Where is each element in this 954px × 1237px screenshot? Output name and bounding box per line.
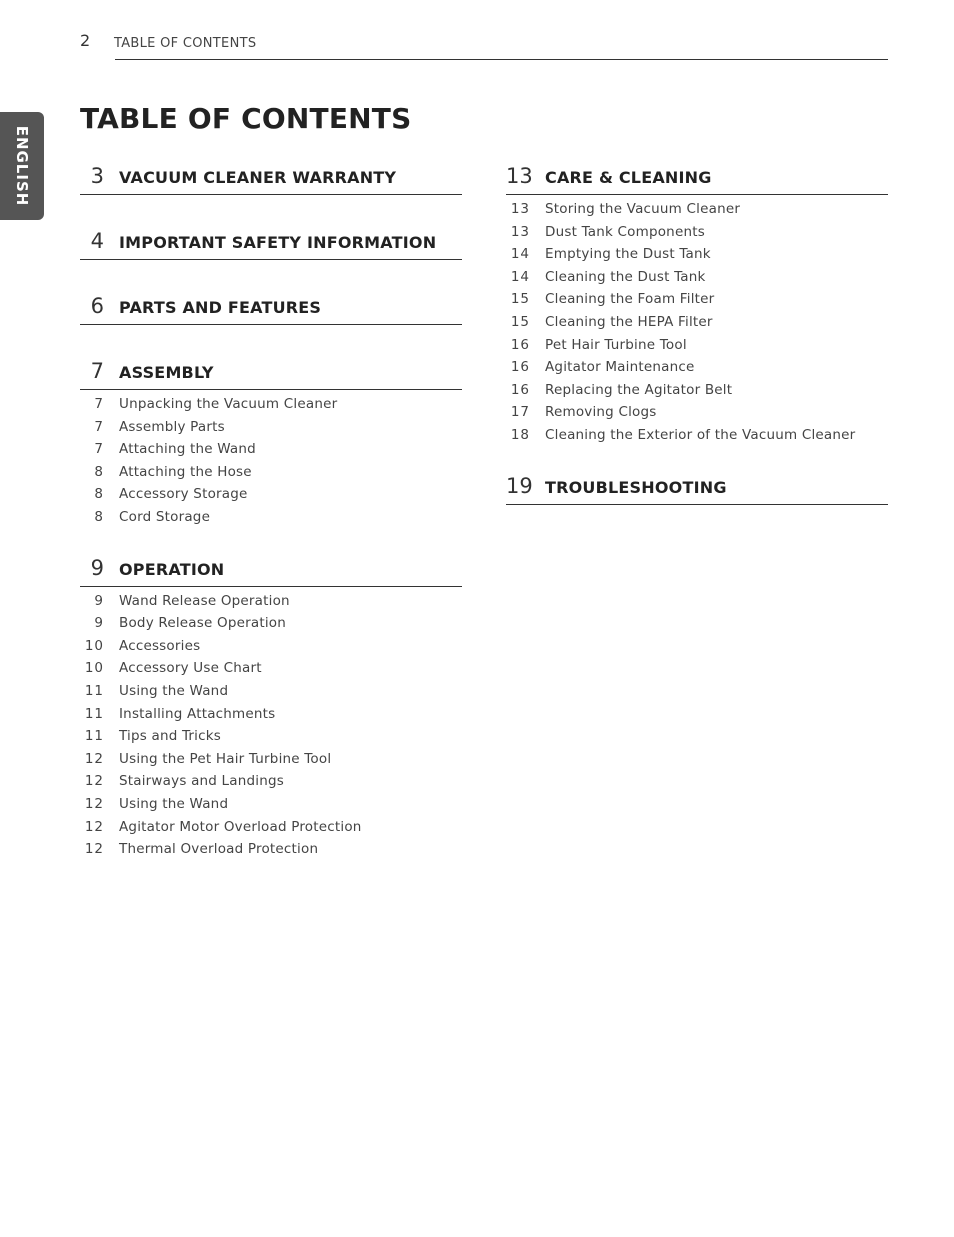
toc-item-list	[80, 587, 462, 864]
toc-entry-page: 11	[84, 682, 104, 699]
toc-entry-page: 16	[510, 359, 530, 376]
toc-entry-page: 10	[84, 637, 104, 654]
toc-entry-page: 11	[84, 705, 104, 722]
toc-entry-page: 16	[510, 336, 530, 353]
toc-section-title: CARE & CLEANING	[545, 168, 712, 187]
toc-entry-label: Assembly Parts	[119, 418, 225, 435]
toc-section-page: 7	[90, 359, 104, 383]
toc-entry-label: Cleaning the Exterior of the Vacuum Cleaner	[545, 426, 856, 443]
toc-entry-page: 12	[84, 818, 104, 835]
toc-entry-label: Dust Tank Components	[545, 223, 705, 240]
toc-entry[interactable]	[80, 683, 462, 706]
toc-section	[80, 359, 462, 532]
toc-section-title: IMPORTANT SAFETY INFORMATION	[119, 233, 437, 252]
toc-entry-label: Cord Storage	[119, 508, 211, 525]
toc-entry-label: Agitator Maintenance	[545, 359, 695, 376]
toc-entry[interactable]	[80, 819, 462, 842]
toc-entry-label: Tips and Tricks	[119, 728, 222, 745]
toc-left-column	[80, 164, 462, 888]
toc-entry[interactable]	[506, 427, 888, 450]
toc-entry-label: Using the Pet Hair Turbine Tool	[119, 750, 332, 767]
toc-entry-page: 15	[510, 291, 530, 308]
toc-entry-label: Accessories	[119, 637, 201, 654]
toc-entry[interactable]	[80, 660, 462, 683]
toc-entry[interactable]	[80, 509, 462, 532]
toc-entry-label: Pet Hair Turbine Tool	[545, 336, 687, 353]
toc-entry-page: 7	[94, 418, 104, 435]
toc-section-heading[interactable]	[80, 164, 462, 195]
toc-section-page: 9	[90, 555, 104, 580]
toc-entry-page: 14	[510, 246, 530, 263]
toc-entry[interactable]	[80, 615, 462, 638]
toc-entry-page: 13	[510, 223, 530, 240]
toc-entry[interactable]	[506, 246, 888, 269]
toc-entry-label: Attaching the Wand	[119, 441, 256, 458]
toc-entry[interactable]	[80, 419, 462, 442]
toc-entry-label: Thermal Overload Protection	[119, 841, 319, 858]
header-rule	[115, 59, 888, 60]
toc-entry-label: Accessory Use Chart	[119, 660, 262, 677]
toc-entry-page: 8	[94, 486, 104, 503]
toc-section-title: ASSEMBLY	[119, 363, 214, 382]
toc-section-title: OPERATION	[119, 559, 225, 579]
toc-section-heading[interactable]	[506, 474, 888, 505]
toc-entry-label: Installing Attachments	[119, 705, 276, 722]
toc-entry[interactable]	[506, 201, 888, 224]
toc-entry-label: Accessory Storage	[119, 486, 248, 503]
toc-entry-label: Cleaning the Dust Tank	[545, 268, 706, 285]
toc-item-list	[506, 195, 888, 450]
toc-entry[interactable]	[80, 706, 462, 729]
toc-entry-page: 15	[510, 313, 530, 330]
toc-entry[interactable]	[80, 796, 462, 819]
toc-entry-label: Replacing the Agitator Belt	[545, 381, 733, 398]
toc-entry[interactable]	[80, 464, 462, 487]
language-tab	[0, 112, 44, 220]
toc-entry-page: 9	[94, 615, 104, 632]
toc-entry-label: Body Release Operation	[119, 615, 286, 632]
toc-entry-page: 13	[510, 201, 530, 217]
toc-section	[80, 294, 462, 325]
page-number: 2	[80, 31, 91, 50]
toc-right-column	[506, 164, 888, 539]
toc-section	[80, 229, 462, 260]
toc-item-list	[80, 390, 462, 532]
toc-section-page: 19	[506, 473, 533, 498]
toc-entry[interactable]	[506, 291, 888, 314]
toc-entry-page: 8	[94, 508, 104, 525]
toc-entry[interactable]	[80, 638, 462, 661]
toc-entry[interactable]	[80, 773, 462, 796]
toc-entry-page: 7	[94, 441, 104, 458]
toc-section-heading[interactable]	[80, 229, 462, 260]
toc-entry-label: Using the Wand	[119, 682, 229, 699]
toc-entry-label: Removing Clogs	[545, 404, 657, 421]
toc-entry-page: 7	[94, 396, 104, 412]
toc-entry[interactable]	[80, 486, 462, 509]
toc-entry[interactable]	[506, 382, 888, 405]
toc-section-page: 3	[90, 164, 104, 188]
toc-entry-page: 18	[510, 426, 530, 443]
toc-entry[interactable]	[80, 841, 462, 864]
toc-entry[interactable]	[80, 728, 462, 751]
toc-entry-page: 12	[84, 750, 104, 767]
toc-section-page: 6	[90, 294, 104, 318]
toc-entry-label: Attaching the Hose	[119, 463, 252, 480]
toc-entry-page: 16	[510, 381, 530, 398]
running-title: TABLE OF CONTENTS	[114, 36, 257, 51]
toc-entry-label: Unpacking the Vacuum Cleaner	[119, 396, 338, 412]
toc-entry-page: 17	[510, 404, 530, 421]
toc-entry-page: 12	[84, 795, 104, 812]
toc-entry-label: Using the Wand	[119, 795, 229, 812]
toc-section-title: VACUUM CLEANER WARRANTY	[119, 168, 397, 187]
toc-entry-label: Agitator Motor Overload Protection	[119, 818, 362, 835]
toc-section-heading[interactable]	[80, 359, 462, 390]
toc-entry[interactable]	[506, 337, 888, 360]
toc-section-page: 4	[90, 229, 104, 253]
toc-entry[interactable]	[506, 224, 888, 247]
toc-entry[interactable]	[80, 441, 462, 464]
toc-entry[interactable]	[80, 593, 462, 616]
toc-section	[506, 164, 888, 450]
toc-entry-page: 14	[510, 268, 530, 285]
toc-entry[interactable]	[80, 751, 462, 774]
toc-entry-page: 9	[94, 592, 104, 609]
toc-entry-page: 12	[84, 773, 104, 790]
toc-entry-page: 12	[84, 841, 104, 858]
toc-entry-label: Storing the Vacuum Cleaner	[545, 201, 741, 217]
toc-entry-page: 11	[84, 728, 104, 745]
toc-entry[interactable]	[506, 269, 888, 292]
toc-section	[506, 474, 888, 505]
toc-section-title: TROUBLESHOOTING	[545, 477, 727, 497]
toc-entry[interactable]	[506, 314, 888, 337]
toc-section-heading[interactable]	[80, 556, 462, 587]
toc-entry[interactable]	[506, 359, 888, 382]
toc-entry-page: 8	[94, 463, 104, 480]
toc-entry-label: Cleaning the HEPA Filter	[545, 313, 713, 330]
toc-entry-page: 10	[84, 660, 104, 677]
toc-section-heading[interactable]	[80, 294, 462, 325]
toc-entry-label: Emptying the Dust Tank	[545, 246, 711, 263]
language-tab-label: ENGLISH	[13, 125, 31, 207]
toc-section	[80, 164, 462, 195]
toc-entry[interactable]	[506, 404, 888, 427]
toc-section-title: PARTS AND FEATURES	[119, 298, 322, 317]
toc-entry-label: Stairways and Landings	[119, 773, 284, 790]
page-header	[80, 28, 888, 61]
toc-section-heading[interactable]	[506, 164, 888, 195]
toc-section	[80, 556, 462, 864]
page-title: TABLE OF CONTENTS	[80, 102, 412, 135]
toc-section-page: 13	[506, 164, 533, 188]
toc-entry[interactable]	[80, 396, 462, 419]
toc-entry-label: Wand Release Operation	[119, 592, 290, 609]
toc-entry-label: Cleaning the Foam Filter	[545, 291, 715, 308]
